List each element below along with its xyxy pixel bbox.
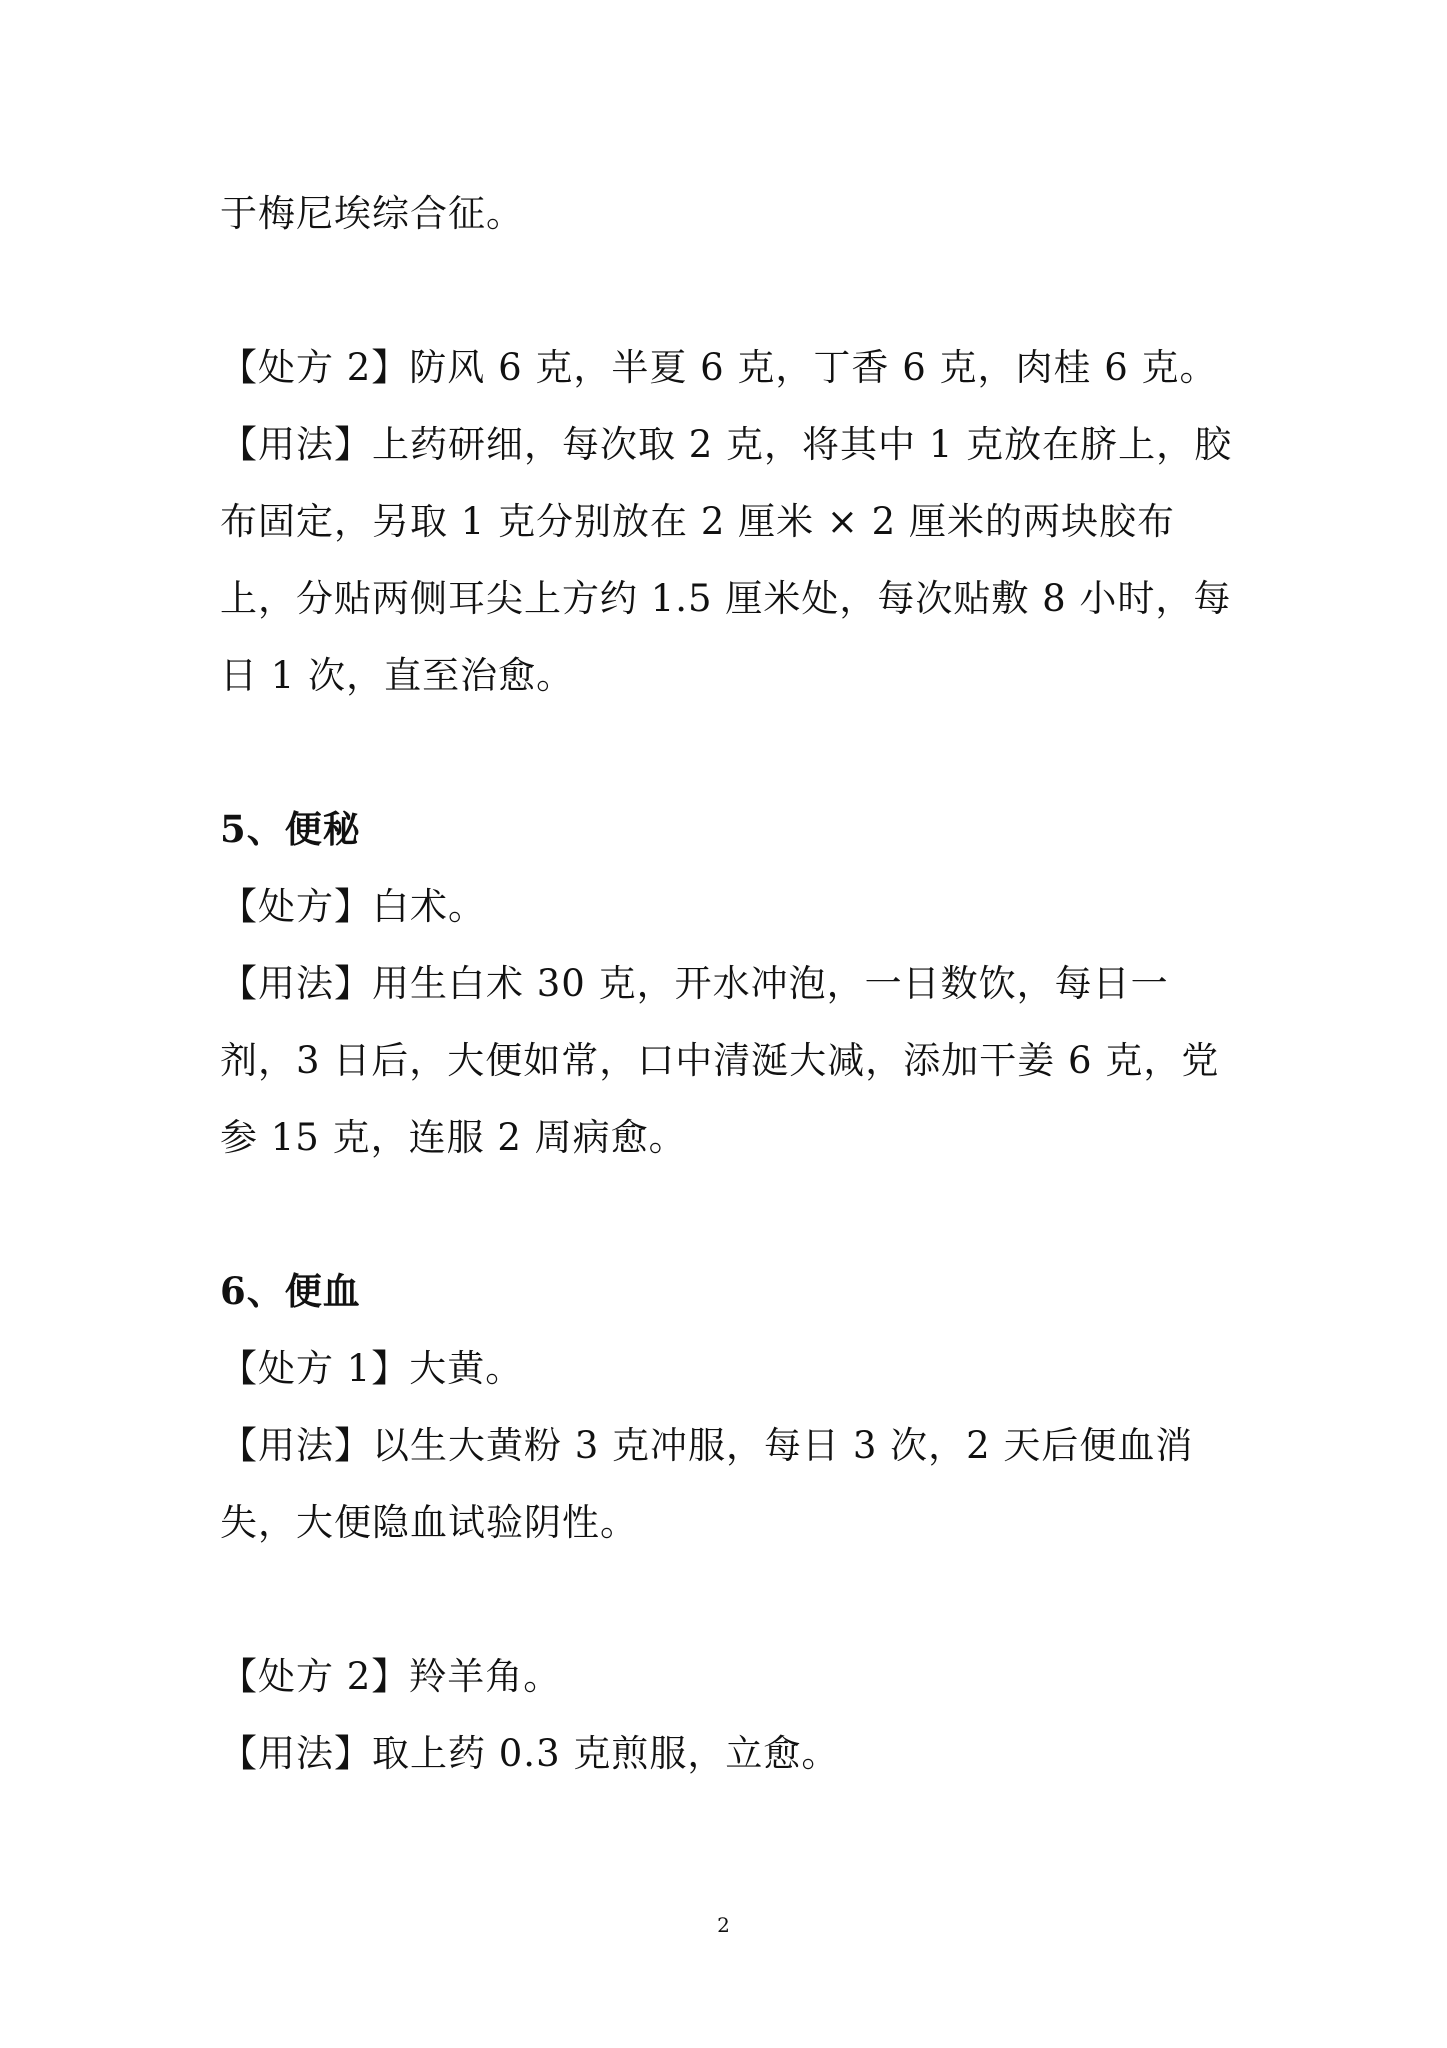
blank-line [220,1561,1240,1638]
section-heading-constipation: 5、便秘 [220,807,361,851]
blank-line [220,714,1240,791]
usage-text: 【用法】取上药 0.3 克煎服，立愈。 [220,1732,840,1775]
blank-line [220,252,1240,329]
blank-line [220,1176,1240,1253]
prescription-2-text: 【处方 2】羚羊角。 [220,1655,562,1698]
paragraph-meniere-end: 于梅尼埃综合征。 [220,192,524,235]
prescription-text: 【处方】白术。 [220,885,486,928]
prescription-2-text: 【处方 2】防风 6 克，半夏 6 克，丁香 6 克，肉桂 6 克。 [220,346,1218,389]
page-number: 2 [717,1913,730,1937]
usage-text: 【用法】以生大黄粉 3 克冲服，每日 3 次，2 天后便血消失，大便隐血试验阴性。 [220,1424,1194,1544]
usage-text: 【用法】用生白术 30 克，开水冲泡，一日数饮，每日一剂，3 日后，大便如常，口中清涎大减，添加干姜 6 克，党参 15 克，连服 2 周病愈。 [220,962,1220,1159]
section-heading-blood-in-stool: 6、便血 [220,1269,361,1313]
prescription-1-text: 【处方 1】大黄。 [220,1347,524,1390]
usage-text: 【用法】上药研细，每次取 2 克，将其中 1 克放在脐上，胶布固定，另取 1 克分别放在 2 厘米 × 2 厘米的两块胶布上，分贴两侧耳尖上方约 1.5 厘米处，每次贴敷 8 小时，每日 1 次，直至治愈。 [220,423,1233,697]
page-content [220,175,1240,1792]
